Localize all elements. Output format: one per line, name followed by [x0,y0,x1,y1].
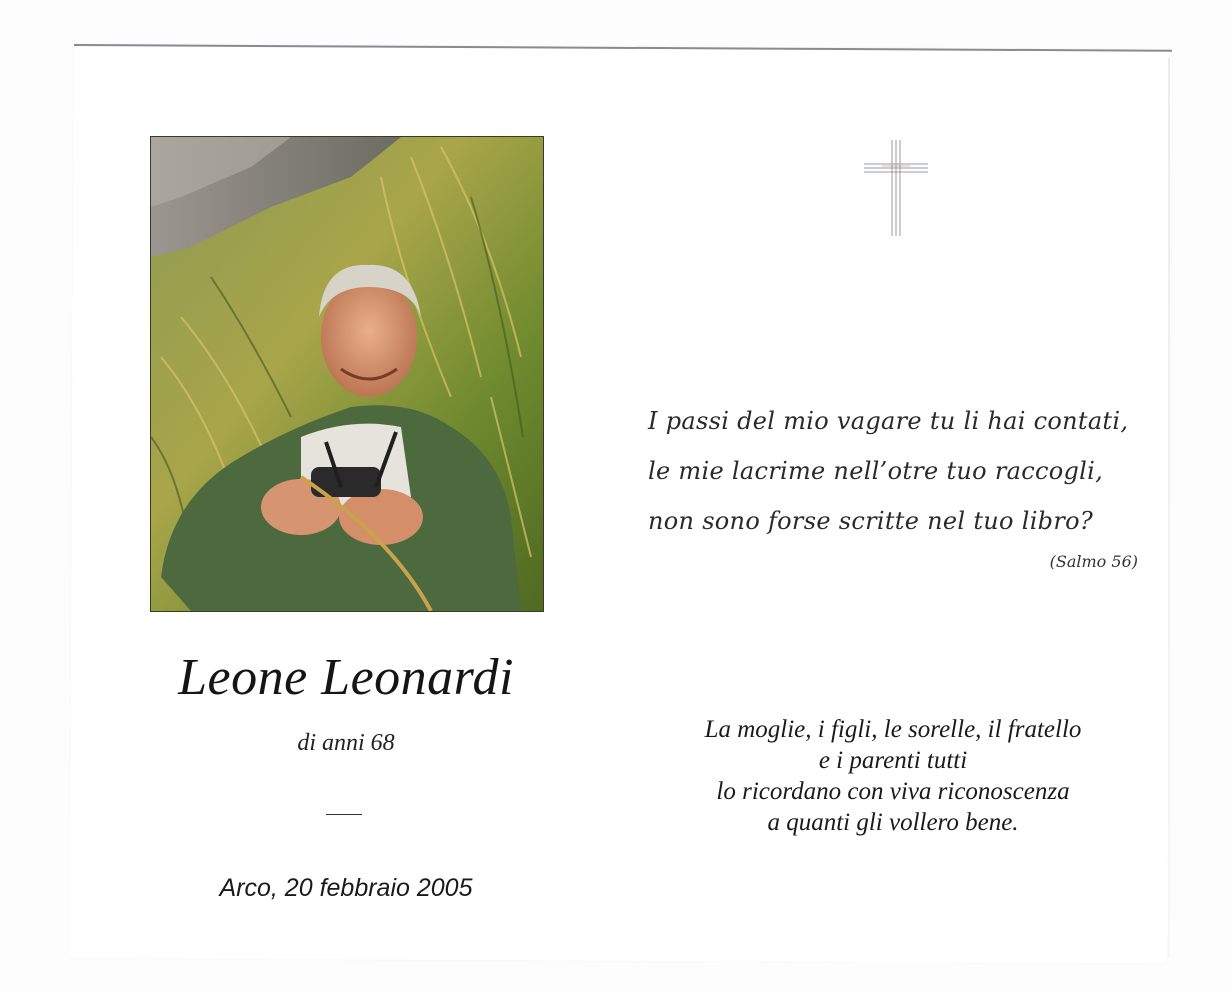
age-text: di anni 68 [297,730,395,756]
psalm-line: non sono forse scritte nel tuo libro? [648,507,1094,535]
psalm-line: le mie lacrime nell’otre tuo raccogli, [648,457,1104,485]
family-line: La moglie, i figli, le sorelle, il fratello [704,716,1082,743]
portrait-photo [150,136,544,612]
psalm-quote [648,396,1148,546]
psalm-reference: (Salmo 56) [1049,552,1138,571]
psalm-line: I passi del mio vagare tu li hai contati, [648,407,1129,435]
deceased-name: Leone Leonardi [178,649,514,706]
family-line: a quanti gli vollero bene. [767,809,1019,836]
divider-line [326,814,362,815]
card-edge [1168,58,1170,958]
cross-icon [862,138,930,238]
family-line: lo ricordano con viva riconoscenza [716,778,1070,805]
family-message [648,714,1138,838]
place-and-date: Arco, 20 febbraio 2005 [219,874,473,902]
family-line: e i parenti tutti [818,747,968,774]
